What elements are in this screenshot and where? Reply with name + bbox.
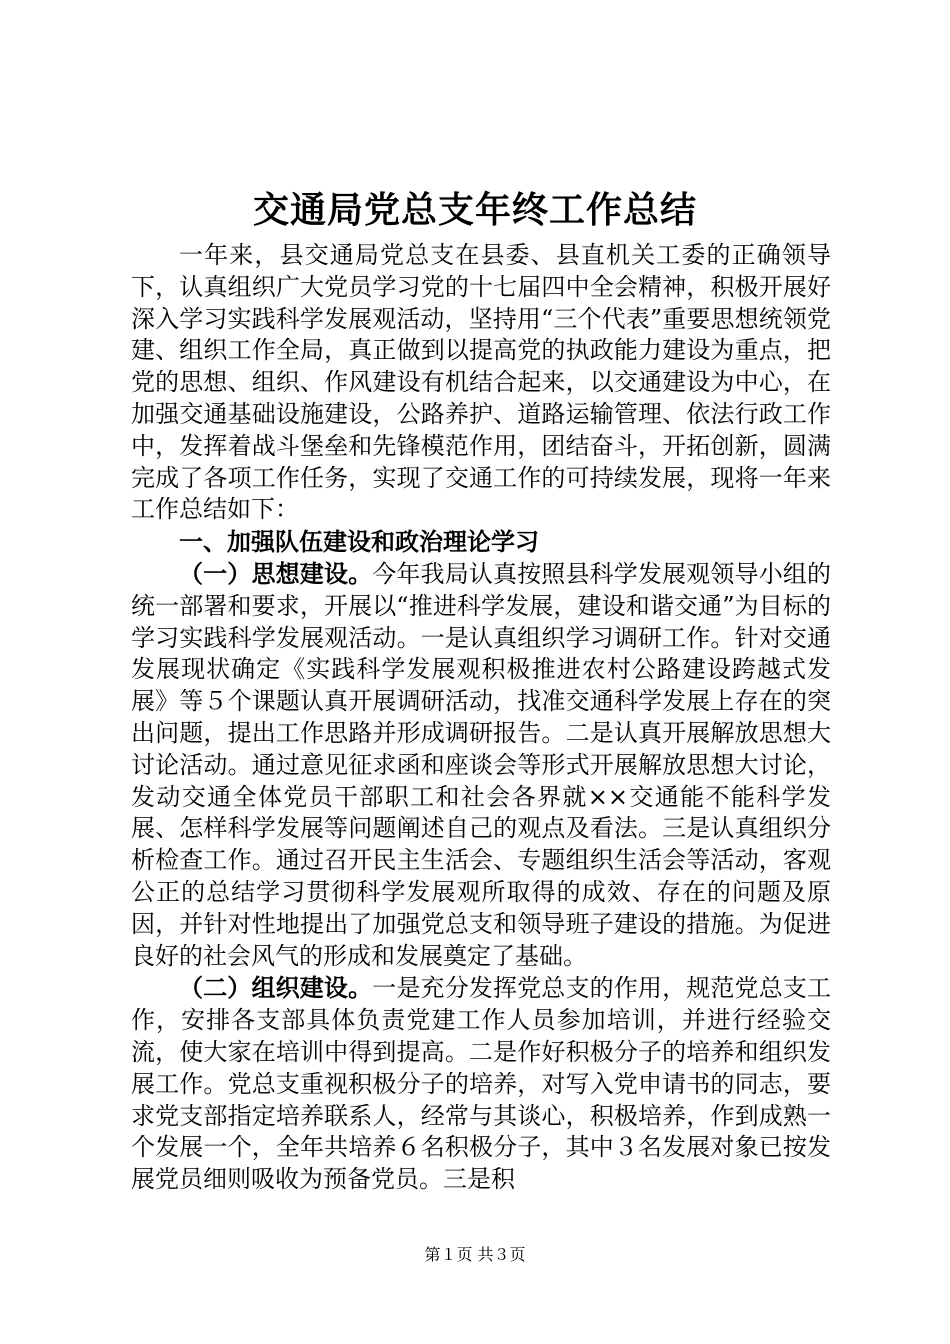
page-number-footer: 第１页 共３页 xyxy=(424,1245,526,1264)
thought-building-title: （一）思想建设。 xyxy=(179,558,373,588)
section-heading: 一、加强队伍建设和政治理论学习 xyxy=(179,527,539,557)
intro-paragraph: 一年来，县交通局党总支在县委、县直机关工委的正确领导下，认真组织广大党员学习党的十七届四中全会精神，积极开展好深入学习实践科学发展观活动，坚持用“三个代表”重要思想统领党建、组织工作全局，真正做到以提高党的执政能力建设为重点，把党的思想、组织、作风建设有机结合起来，以交通建设为中心，在加强交通基础设施建设，公路养护、道路运输管理、依法行政工作中，发挥着战斗堡垒和先锋模范作用，团结奋斗，开拓创新，圆满完成了各项工作任务，实现了交通工作的可持续发展，现将一年来工作总结如下： xyxy=(131,241,831,524)
organization-building-title: （二）组织建设。 xyxy=(179,973,373,1003)
thought-building-text: 今年我局认真按照县科学发展观领导小组的统一部署和要求，开展以“推进科学发展，建设和谐交通”为目标的学习实践科学发展观活动。一是认真组织学习调研工作。针对交通发展现状确定《实践科学发展观积极推进农村公路建设跨越式发展》等５个课题认真开展调研活动，找准交通科学发展上存在的突出问题，提出工作思路并形成调研报告。二是认真开展解放思想大讨论活动。通过意见征求函和座谈会等形式开展解放思想大讨论，发动交通全体党员干部职工和社会各界就××交通能不能科学发展、怎样科学发展等问题阐述自己的观点及看法。三是认真组织分析检查工作。通过召开民主生活会、专题组织生活会等活动，客观公正的总结学习贯彻科学发展观所取得的成效、存在的问题及原因，并针对性地提出了加强党总支和领导班子建设的措施。为促进良好的社会风气的形成和发展奠定了基础。 xyxy=(131,559,832,970)
document-title: 交通局党总支年终工作总结 xyxy=(252,189,697,231)
thought-building-paragraph xyxy=(131,558,831,972)
document-body xyxy=(131,240,831,1196)
organization-building-paragraph xyxy=(131,972,831,1196)
organization-building-text: 一是充分发挥党总支的作用，规范党总支工作，安排各支部具体负责党建工作人员参加培训，并进行经验交流，使大家在培训中得到提高。二是作好积极分子的培养和组织发展工作。党总支重视积极分子的培养，对写入党申请书的同志，要求党支部指定培养联系人，经常与其谈心，积极培养，作到成熟一个发展一个，全年共培养６名积极分子，其中３名发展对象已按发展党员细则吸收为预备党员。三是积 xyxy=(131,974,832,1194)
